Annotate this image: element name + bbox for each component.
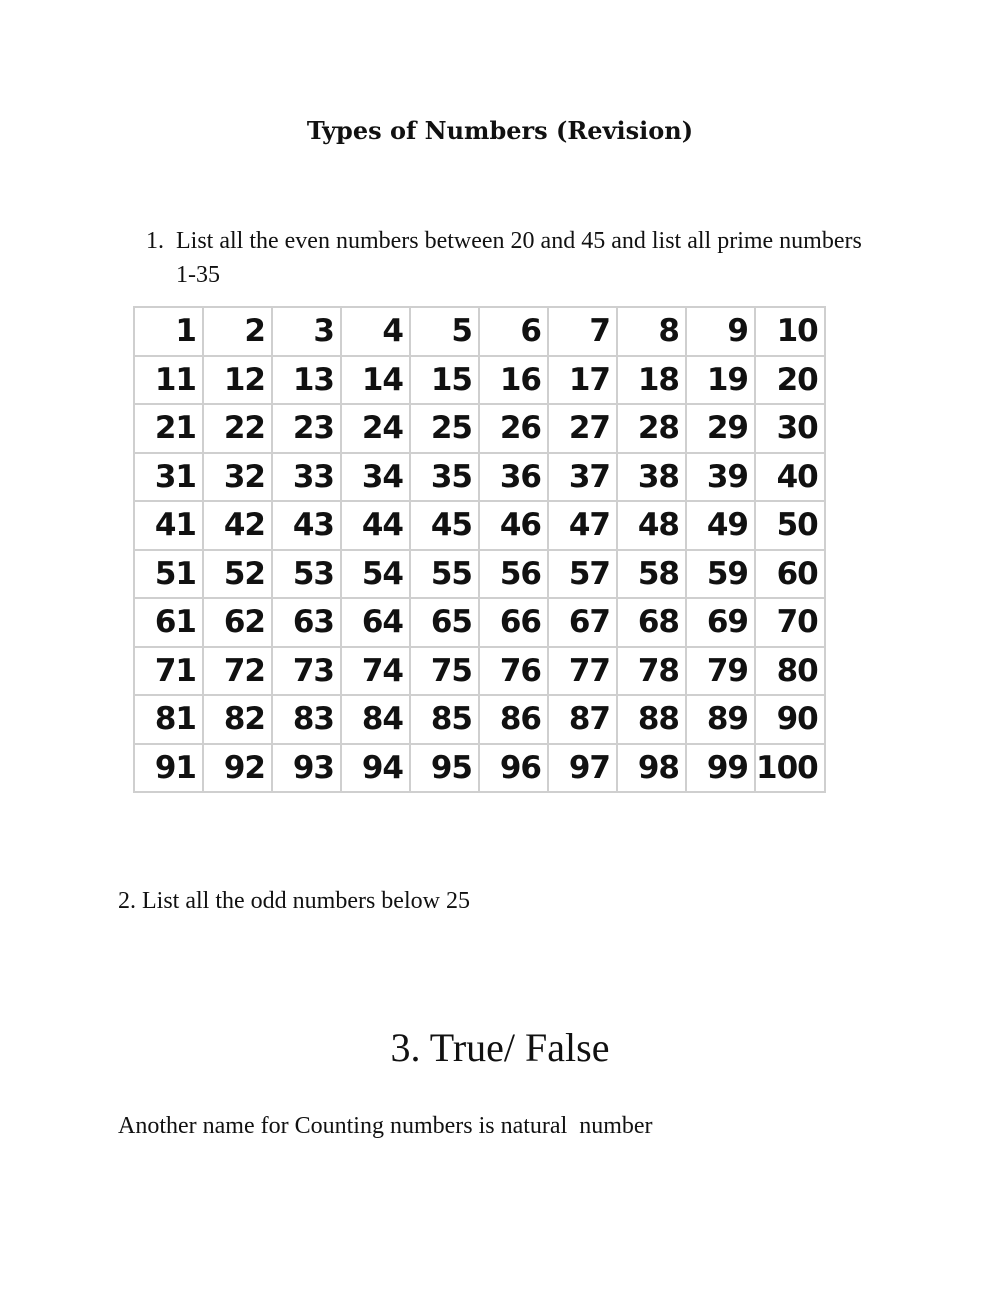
chart-cell: 38: [617, 453, 686, 502]
chart-cell: 77: [548, 647, 617, 696]
question-1-text: List all the even numbers between 20 and 45 and list all prime numbers 1-35: [176, 228, 862, 288]
chart-cell: 61: [134, 598, 203, 647]
chart-cell: 20: [755, 356, 825, 405]
chart-cell: 44: [341, 501, 410, 550]
chart-cell: 27: [548, 404, 617, 453]
chart-row: [134, 598, 825, 647]
chart-cell: 10: [755, 307, 825, 356]
chart-row: [134, 453, 825, 502]
chart-cell: 35: [410, 453, 479, 502]
chart-cell: 68: [617, 598, 686, 647]
chart-cell: 55: [410, 550, 479, 599]
chart-cell: 30: [755, 404, 825, 453]
chart-cell: 31: [134, 453, 203, 502]
chart-cell: 37: [548, 453, 617, 502]
chart-row: [134, 695, 825, 744]
chart-cell: 18: [617, 356, 686, 405]
chart-cell: 19: [686, 356, 755, 405]
chart-cell: 40: [755, 453, 825, 502]
chart-cell: 73: [272, 647, 341, 696]
chart-row: [134, 356, 825, 405]
chart-cell: 16: [479, 356, 548, 405]
chart-cell: 92: [203, 744, 272, 793]
chart-cell: 8: [617, 307, 686, 356]
chart-cell: 59: [686, 550, 755, 599]
chart-cell: 89: [686, 695, 755, 744]
chart-cell: 14: [341, 356, 410, 405]
chart-cell: 34: [341, 453, 410, 502]
chart-cell: 52: [203, 550, 272, 599]
chart-cell: 86: [479, 695, 548, 744]
chart-cell: 26: [479, 404, 548, 453]
chart-cell: 80: [755, 647, 825, 696]
true-false-statement: Another name for Counting numbers is natural number: [118, 1113, 653, 1139]
chart-row: [134, 307, 825, 356]
chart-cell: 2: [203, 307, 272, 356]
chart-cell: 25: [410, 404, 479, 453]
chart-cell: 69: [686, 598, 755, 647]
chart-cell: 84: [341, 695, 410, 744]
chart-cell: 33: [272, 453, 341, 502]
chart-cell: 96: [479, 744, 548, 793]
chart-cell: 88: [617, 695, 686, 744]
chart-cell: 94: [341, 744, 410, 793]
chart-cell: 15: [410, 356, 479, 405]
chart-cell: 83: [272, 695, 341, 744]
chart-cell: 28: [617, 404, 686, 453]
question-3-heading: 3. True/ False: [390, 1025, 610, 1070]
chart-cell: 9: [686, 307, 755, 356]
chart-row: [134, 550, 825, 599]
question-1-number: 1.: [146, 228, 164, 254]
chart-cell: 4: [341, 307, 410, 356]
chart-cell: 79: [686, 647, 755, 696]
chart-cell: 42: [203, 501, 272, 550]
chart-cell: 57: [548, 550, 617, 599]
chart-cell: 81: [134, 695, 203, 744]
chart-cell: 76: [479, 647, 548, 696]
chart-cell: 6: [479, 307, 548, 356]
page-title: Types of Numbers (Revision): [306, 116, 694, 145]
chart-cell: 24: [341, 404, 410, 453]
chart-cell: 63: [272, 598, 341, 647]
chart-cell: 70: [755, 598, 825, 647]
chart-cell: 98: [617, 744, 686, 793]
chart-cell: 45: [410, 501, 479, 550]
chart-cell: 51: [134, 550, 203, 599]
chart-cell: 87: [548, 695, 617, 744]
chart-cell: 93: [272, 744, 341, 793]
chart-cell: 56: [479, 550, 548, 599]
chart-cell: 41: [134, 501, 203, 550]
chart-cell: 54: [341, 550, 410, 599]
chart-cell: 74: [341, 647, 410, 696]
chart-cell: 17: [548, 356, 617, 405]
chart-cell: 23: [272, 404, 341, 453]
chart-row: [134, 404, 825, 453]
chart-cell: 39: [686, 453, 755, 502]
chart-cell: 64: [341, 598, 410, 647]
chart-cell: 11: [134, 356, 203, 405]
chart-cell: 78: [617, 647, 686, 696]
chart-cell: 13: [272, 356, 341, 405]
chart-cell: 47: [548, 501, 617, 550]
chart-row: [134, 501, 825, 550]
chart-cell: 90: [755, 695, 825, 744]
chart-cell: 67: [548, 598, 617, 647]
chart-cell: 3: [272, 307, 341, 356]
chart-cell: 50: [755, 501, 825, 550]
chart-cell: 32: [203, 453, 272, 502]
chart-cell: 7: [548, 307, 617, 356]
chart-cell: 43: [272, 501, 341, 550]
chart-cell: 71: [134, 647, 203, 696]
chart-cell: 36: [479, 453, 548, 502]
chart-cell: 46: [479, 501, 548, 550]
chart-cell: 72: [203, 647, 272, 696]
chart-cell: 29: [686, 404, 755, 453]
chart-cell: 75: [410, 647, 479, 696]
hundred-chart: [133, 306, 826, 793]
chart-cell: 82: [203, 695, 272, 744]
chart-cell: 1: [134, 307, 203, 356]
chart-cell: 100: [755, 744, 825, 793]
question-2: 2. List all the odd numbers below 25: [118, 888, 470, 914]
chart-cell: 65: [410, 598, 479, 647]
chart-cell: 95: [410, 744, 479, 793]
chart-cell: 53: [272, 550, 341, 599]
chart-cell: 91: [134, 744, 203, 793]
chart-row: [134, 647, 825, 696]
chart-cell: 48: [617, 501, 686, 550]
chart-cell: 21: [134, 404, 203, 453]
chart-cell: 49: [686, 501, 755, 550]
chart-cell: 62: [203, 598, 272, 647]
chart-row: [134, 744, 825, 793]
chart-cell: 85: [410, 695, 479, 744]
chart-cell: 12: [203, 356, 272, 405]
chart-cell: 99: [686, 744, 755, 793]
chart-cell: 60: [755, 550, 825, 599]
chart-cell: 5: [410, 307, 479, 356]
chart-cell: 22: [203, 404, 272, 453]
chart-cell: 66: [479, 598, 548, 647]
chart-cell: 97: [548, 744, 617, 793]
chart-cell: 58: [617, 550, 686, 599]
question-1: [146, 224, 866, 292]
